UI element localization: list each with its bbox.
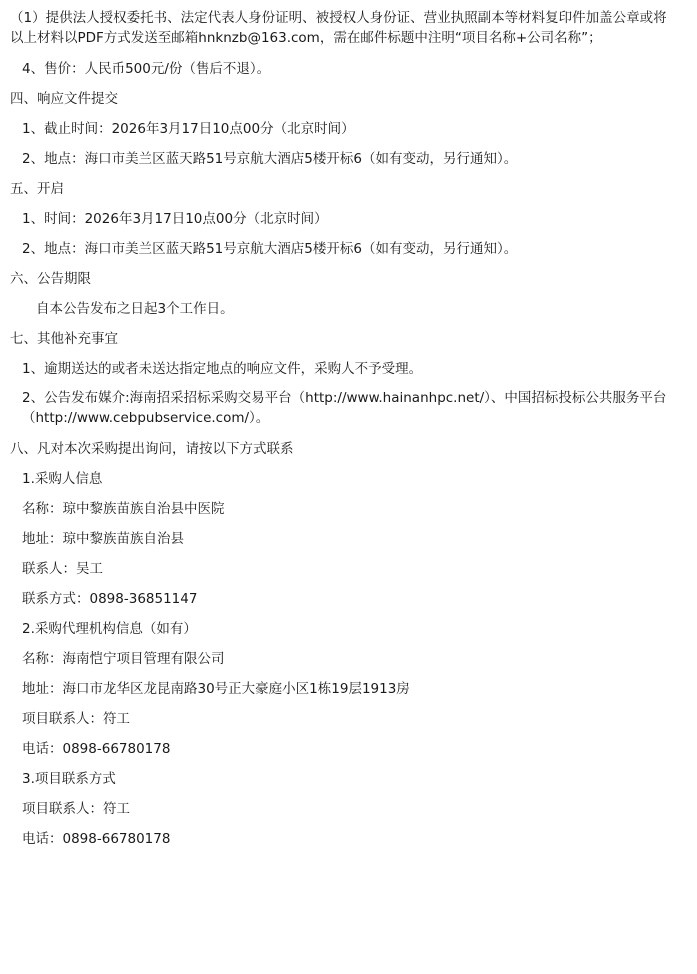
buyer-contact: 联系人：吴工	[22, 561, 103, 577]
section-4-deadline: 1、截止时间：2026年3月17日10点00分（北京时间）	[22, 121, 355, 137]
buyer-info-title: 1.采购人信息	[22, 471, 103, 487]
section-7-item-2: 2、公告发布媒介:海南招采招标采购交易平台（http://www.hainanhpc.net/）、中国招标投标公共服务平台（http://www.cebpubservice.com/）。	[22, 390, 667, 426]
project-contact-person: 项目联系人：符工	[22, 801, 130, 817]
section-4-title: 四、响应文件提交	[10, 91, 118, 107]
section-7-item-1: 1、逾期送达的或者未送达指定地点的响应文件，采购人不予受理。	[22, 361, 423, 377]
section-5-location: 2、地点：海口市美兰区蓝天路51号京航大酒店5楼开标6（如有变动，另行通知）。	[22, 241, 518, 257]
section-5-title: 五、开启	[10, 181, 64, 197]
buyer-address: 地址：琼中黎族苗族自治县	[22, 531, 184, 547]
section-7-title: 七、其他补充事宜	[10, 331, 118, 347]
section-6-title: 六、公告期限	[10, 271, 91, 287]
agency-info-title: 2.采购代理机构信息（如有）	[22, 621, 197, 637]
project-contact-title: 3.项目联系方式	[22, 771, 116, 787]
agency-phone: 电话：0898-66780178	[22, 741, 171, 757]
buyer-name: 名称：琼中黎族苗族自治县中医院	[22, 501, 225, 517]
agency-contact: 项目联系人：符工	[22, 711, 130, 727]
buyer-phone: 联系方式：0898-36851147	[22, 591, 198, 607]
section-8-title: 八、凡对本次采购提出询问，请按以下方式联系	[10, 441, 294, 457]
section-4-location: 2、地点：海口市美兰区蓝天路51号京航大酒店5楼开标6（如有变动，另行通知）。	[22, 151, 518, 167]
section-6-text: 自本公告发布之日起3个工作日。	[36, 301, 234, 317]
price-line: 4、售价：人民币500元/份（售后不退）。	[22, 61, 271, 77]
project-phone: 电话：0898-66780178	[22, 831, 171, 847]
agency-address: 地址：海口市龙华区龙昆南路30号正大豪庭小区1栋19层1913房	[22, 681, 410, 697]
section-5-time: 1、时间：2026年3月17日10点00分（北京时间）	[22, 211, 328, 227]
materials-paragraph: （1）提供法人授权委托书、法定代表人身份证明、被授权人身份证、营业执照副本等材料复印件加盖公章或将以上材料以PDF方式发送至邮箱hnknzb@163.com，需在邮件标题中注明“项目名称+公司名称”；	[10, 10, 667, 46]
agency-name: 名称：海南恺宁项目管理有限公司	[22, 651, 225, 667]
